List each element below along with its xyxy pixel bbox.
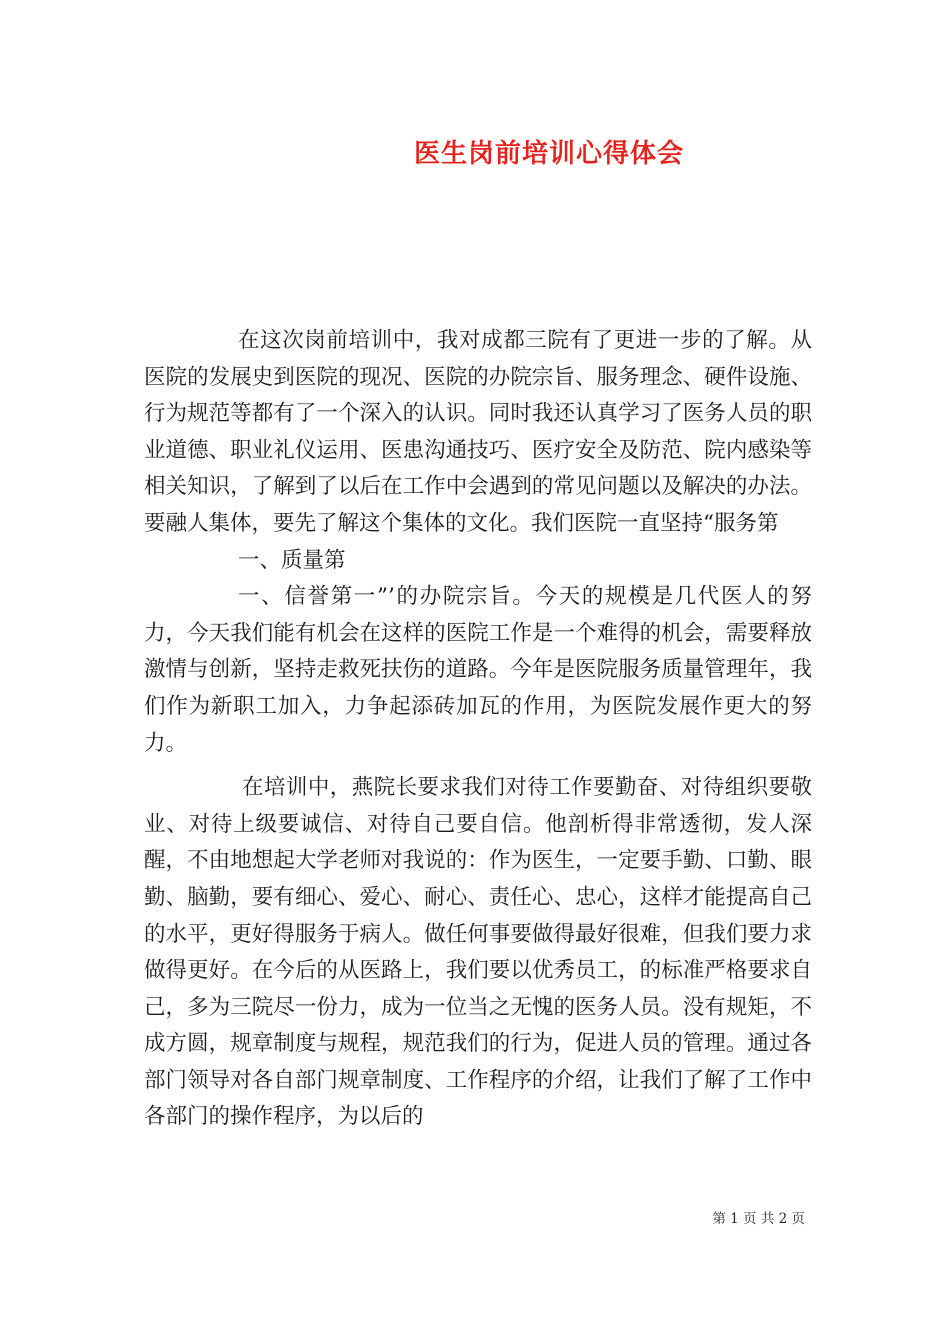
paragraph-quality: 一、质量第: [238, 547, 346, 573]
paragraph-training: 在培训中，燕院长要求我们对待工作要勤奋、对待组织要敬业、对待上级要诚信、对待自己要自信。他剖析得非常透彻，发人深醒，不由地想起大学老师对我说的：作为医生，一定要手勤、口勤、眼勤、脑勤，要有细心、爱心、耐心、责任心、忠心，这样才能提高自己的水平，更好得服务于病人。做任何事要做得最好很难，但我们要力求做得更好。在今后的从医路上，我们要以优秀员工，的标准严格要求自己，多为三院尽一份力，成为一位当之无愧的医务人员。没有规矩，不成方圆，规章制度与规程，规范我们的行为，促进人员的管理。通过各部门领导对各自部门规章制度、工作程序的介绍，让我们了解了工作中各部门的操作程序，为以后的: [144, 775, 812, 1130]
document-body: [144, 323, 812, 1136]
paragraph-reputation: 一、信誉第一”’的办院宗旨。今天的规模是几代医人的努力，今天我们能有机会在这样的医院工作是一个难得的机会，需要释放激情与创新，坚持走救死扶伤的道路。今年是医院服务质量管理年，我们作为新职工加入，力争起添砖加瓦的作用，为医院发展作更大的努力。: [144, 584, 812, 756]
page-number: 第 1 页 共 2 页: [712, 1211, 805, 1227]
paragraph-intro: 在这次岗前培训中，我对成都三院有了更进一步的了解。从医院的发展史到医院的现况、医院的办院宗旨、服务理念、硬件设施、行为规范等都有了一个深入的认识。同时我还认真学习了医务人员的职业道德、职业礼仪运用、医患沟通技巧、医疗安全及防范、院内感染等相关知识，了解到了以后在工作中会遇到的常见问题以及解决的办法。要融人集体，要先了解这个集体的文化。我们医院一直坚持“服务第: [144, 328, 812, 536]
document-title: 医生岗前培训心得体会: [413, 139, 684, 169]
